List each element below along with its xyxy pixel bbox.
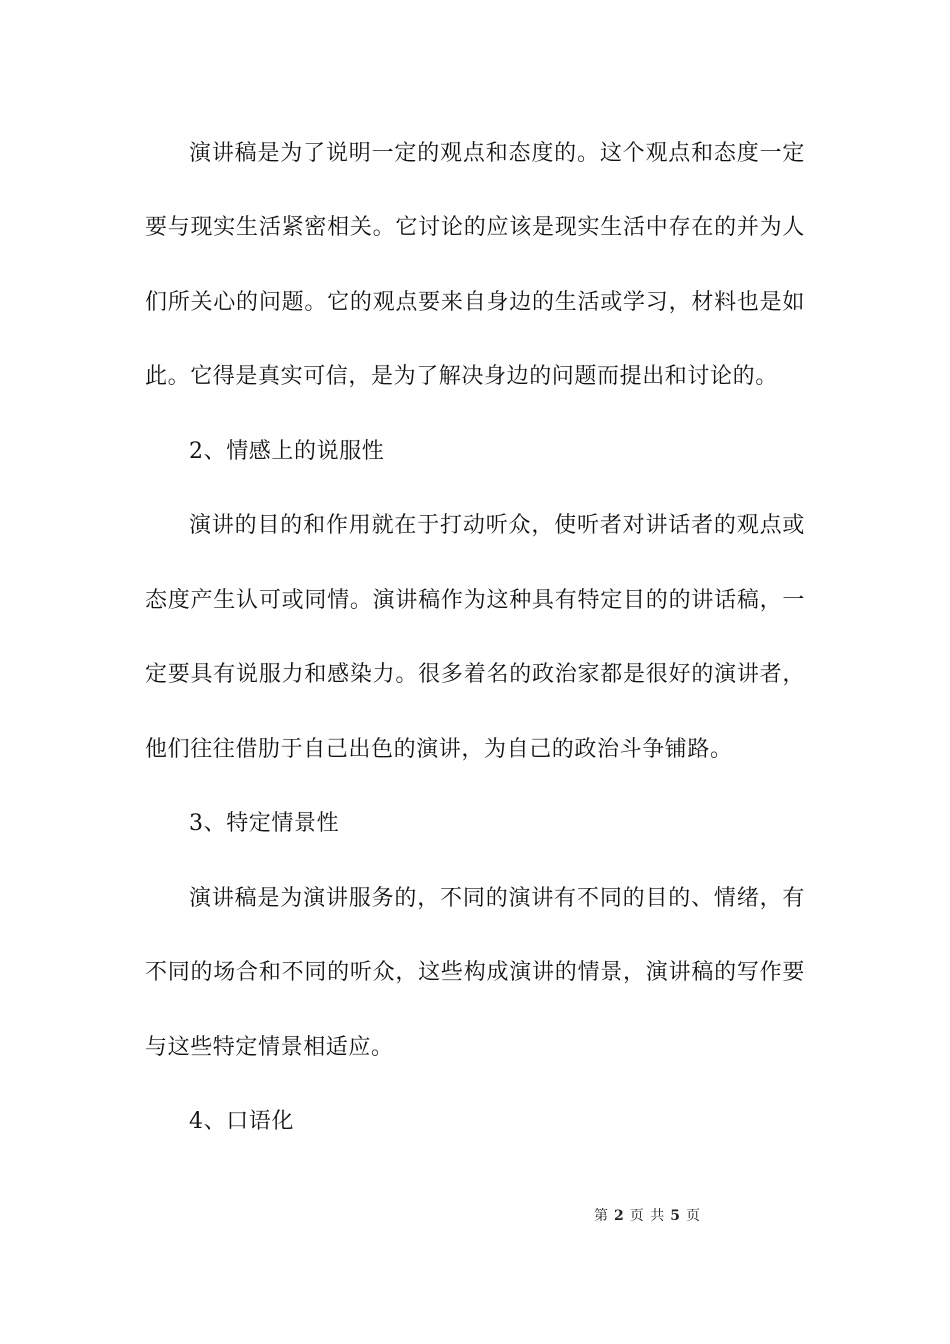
paragraph-1-line-3: 们所关心的问题。它的观点要来自身边的生活或学习，材料也是如 <box>145 290 805 315</box>
footer-mid1: 页 <box>629 1208 644 1224</box>
paragraph-2-line-3: 定要具有说服力和感染力。很多着名的政治家都是很好的演讲者， <box>145 662 805 687</box>
section-heading-3: 3、特定情景性 <box>189 811 340 836</box>
footer-mid2: 共 <box>650 1208 665 1224</box>
section-heading-4: 4、口语化 <box>189 1109 294 1134</box>
paragraph-1-line-4: 此。它得是真实可信，是为了解决身边的问题而提出和讨论的。 <box>145 364 778 389</box>
paragraph-2-line-1: 演讲的目的和作用就在于打动听众，使听者对讲话者的观点或 <box>189 513 805 538</box>
footer-current-page: 2 <box>614 1208 624 1224</box>
paragraph-1-line-1: 演讲稿是为了说明一定的观点和态度的。这个观点和态度一定 <box>189 141 805 166</box>
paragraph-3-line-2: 不同的场合和不同的听众，这些构成演讲的情景，演讲稿的写作要 <box>145 960 805 985</box>
page-footer <box>593 1206 701 1226</box>
paragraph-2-line-4: 他们往往借肋于自己出色的演讲，为自己的政治斗争铺路。 <box>145 737 733 762</box>
section-heading-2: 2、情感上的说服性 <box>189 439 385 464</box>
paragraph-2-line-2: 态度产生认可或同情。演讲稿作为这种具有特定目的的讲话稿，一 <box>145 588 805 613</box>
paragraph-3-line-3: 与这些特定情景相适应。 <box>145 1035 394 1060</box>
footer-suffix: 页 <box>685 1208 700 1224</box>
footer-prefix: 第 <box>594 1208 608 1224</box>
paragraph-1-line-2: 要与现实生活紧密相关。它讨论的应该是现实生活中存在的并为人 <box>145 215 805 240</box>
footer-total-pages: 5 <box>670 1208 680 1224</box>
paragraph-3-line-1: 演讲稿是为演讲服务的，不同的演讲有不同的目的、情绪，有 <box>189 886 805 911</box>
